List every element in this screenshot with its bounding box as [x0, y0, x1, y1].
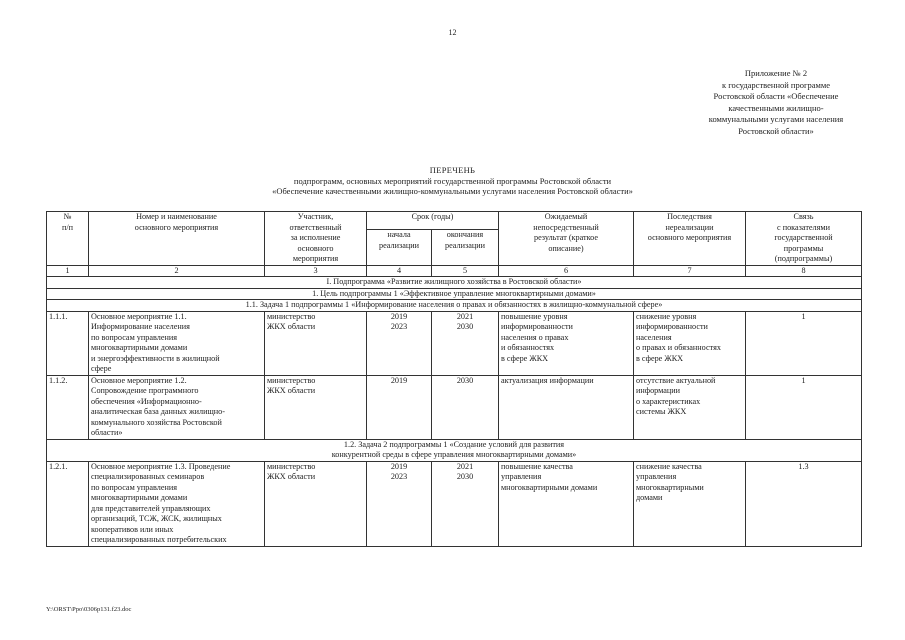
cell-line: Срок (годы) — [411, 212, 454, 221]
row-num — [47, 461, 89, 546]
header-result — [499, 212, 634, 266]
row-link — [746, 311, 862, 375]
cell-line: начала — [387, 230, 411, 240]
row-name — [89, 375, 265, 439]
cell-line: 1 — [801, 311, 806, 321]
cell-line: многоквартирными домами — [501, 482, 598, 492]
programs-table — [46, 211, 862, 547]
row-result — [499, 461, 634, 546]
cell-line: специализированных потребительских — [91, 535, 227, 544]
cell-line: министерство — [267, 461, 316, 471]
cell-line: Основное мероприятие 1.1. — [91, 311, 187, 321]
table-row — [47, 375, 862, 439]
cell-line: мероприятия — [292, 254, 339, 263]
cell-line: в сфере ЖКХ — [636, 353, 684, 363]
cell-line: Последствия — [667, 212, 712, 221]
cell-line: управления — [501, 472, 542, 481]
cell-line: обеспечения «Информационно- — [91, 396, 202, 406]
row-link — [746, 375, 862, 439]
row-start — [367, 311, 432, 375]
cell-line: о характеристиках — [636, 396, 701, 406]
cell-line: Основное мероприятие 1.3. Проведение — [91, 461, 231, 471]
table-row — [47, 311, 862, 375]
cell-line: управления — [636, 472, 677, 481]
header-row — [47, 212, 862, 230]
row-start — [367, 461, 432, 546]
row-result — [499, 311, 634, 375]
cell-line: ЖКХ области — [267, 386, 316, 395]
row-end — [432, 461, 499, 546]
cell-line: Связь — [793, 212, 814, 221]
cell-line: Сопровождение программного — [91, 386, 199, 395]
cell-line: в сфере ЖКХ — [501, 353, 549, 363]
cell-line: программы — [783, 243, 824, 253]
cell-line: Участник, — [297, 212, 334, 221]
cell-line: 1.2. Задача 2 подпрограммы 1 «Создание условий для развития — [343, 439, 565, 449]
cell-line: министерство — [267, 311, 316, 321]
cell-line: населения — [636, 332, 672, 342]
row-name — [89, 311, 265, 375]
column-number: 8 — [746, 265, 862, 277]
cell-line: домами — [636, 493, 663, 502]
cell-line: 1 — [801, 375, 806, 385]
cell-line: 2019 — [390, 461, 408, 471]
cell-line: Информирование населения — [91, 322, 190, 331]
cell-line: основного — [297, 243, 334, 253]
cell-line: многоквартирными домами — [91, 493, 188, 502]
cell-line: и обязанностях — [501, 343, 555, 352]
column-number: 3 — [265, 265, 367, 277]
cell-line: ответственный — [289, 222, 342, 232]
cell-line: кооперативов или иных — [91, 524, 174, 534]
title-main: ПЕРЕЧЕНЬ — [429, 165, 476, 175]
row-consequences — [634, 375, 746, 439]
column-number: 6 — [499, 265, 634, 277]
title-line2: «Обеспечение качественными жилищно-коммунальными услугами населения Ростовской области» — [272, 186, 633, 196]
cell-line: по вопросам управления — [91, 332, 178, 342]
appendix-line: коммунальными услугами населения — [708, 114, 844, 124]
cell-line: многоквартирными домами — [91, 343, 188, 352]
cell-line: окончания — [446, 230, 484, 240]
cell-line: (подпрограммы) — [774, 254, 833, 263]
cell-line: непосредственный — [533, 222, 599, 232]
row-participant — [265, 311, 367, 375]
appendix-line: Ростовской области «Обеспечение — [713, 91, 839, 101]
cell-line: № — [63, 212, 72, 221]
row-link — [746, 461, 862, 546]
cell-line: информированности — [636, 322, 708, 331]
appendix-line: к государственной программе — [721, 79, 831, 90]
cell-line: Основное мероприятие 1.2. — [91, 375, 187, 385]
cell-line: ЖКХ области — [267, 472, 316, 481]
file-path-footer: Y:\ORST\Ppo\0306p131.f23.doc — [46, 606, 132, 613]
header-link — [746, 212, 862, 266]
cell-line: информации — [636, 386, 681, 395]
document-title — [0, 165, 905, 197]
header-participant — [265, 212, 367, 266]
row-participant — [265, 375, 367, 439]
row-name — [89, 461, 265, 546]
cell-line: реализации — [444, 240, 485, 250]
row-end — [432, 375, 499, 439]
cell-line: 2030 — [456, 472, 474, 481]
cell-line: снижение качества — [636, 461, 702, 471]
cell-line: повышение уровня — [501, 311, 568, 321]
column-number: 2 — [89, 265, 265, 277]
cell-line: Номер и наименование — [136, 212, 217, 221]
cell-line: актуализация информации — [501, 375, 594, 385]
cell-line: информированности — [501, 322, 573, 331]
cell-line: для представителей управляющих — [91, 503, 211, 513]
header-term — [367, 212, 499, 230]
header-name — [89, 212, 265, 266]
cell-line: 2030 — [456, 375, 474, 385]
cell-line: 1.3 — [798, 461, 809, 471]
appendix-line: Ростовской области» — [738, 125, 814, 136]
cell-line: государственной — [774, 233, 833, 242]
cell-line: 2021 — [456, 461, 474, 471]
cell-line: основного мероприятия — [134, 222, 219, 232]
cell-line: ЖКХ области — [267, 322, 316, 331]
cell-line: за исполнение — [290, 233, 341, 242]
column-number: 1 — [47, 265, 89, 277]
cell-line: многоквартирными — [636, 482, 704, 492]
row-end — [432, 311, 499, 375]
cell-line: 1.1.2. — [49, 375, 68, 385]
task-row — [47, 439, 862, 461]
cell-line: населения о правах — [501, 332, 569, 342]
cell-line: 1.1.1. — [49, 311, 68, 321]
cell-line: и энергоэффективности в жилищной — [91, 353, 220, 363]
cell-line: 2019 — [390, 311, 408, 321]
cell-line: аналитическая база данных жилищно- — [91, 407, 225, 416]
cell-line: специализированных семинаров — [91, 472, 205, 481]
row-consequences — [634, 311, 746, 375]
row-consequences — [634, 461, 746, 546]
cell-line: 2019 — [390, 375, 408, 385]
cell-line: результат (краткое — [533, 233, 599, 242]
row-num — [47, 311, 89, 375]
row-participant — [265, 461, 367, 546]
appendix-line: качественными жилищно- — [728, 102, 824, 113]
cell-line: 1.2.1. — [49, 461, 68, 471]
task-title — [47, 439, 862, 461]
cell-line: нереализации — [665, 222, 714, 232]
cell-line: п/п — [61, 222, 74, 232]
page-number: 12 — [448, 28, 457, 37]
cell-line: повышение качества — [501, 461, 573, 471]
appendix-note — [686, 68, 866, 137]
goal-title: 1. Цель подпрограммы 1 «Эффективное управление многоквартирными домами» — [47, 288, 862, 300]
header-consequences — [634, 212, 746, 266]
cell-line: области» — [91, 428, 123, 437]
cell-line: системы ЖКХ — [636, 407, 687, 416]
cell-line: 2021 — [456, 311, 474, 321]
appendix-line: Приложение № 2 — [744, 68, 808, 78]
cell-line: сфере — [91, 364, 112, 373]
row-result — [499, 375, 634, 439]
column-number: 7 — [634, 265, 746, 277]
cell-line: с показателями — [777, 222, 830, 232]
row-start — [367, 375, 432, 439]
cell-line: коммунального хозяйства Ростовской — [91, 417, 222, 427]
title-line1: подпрограмм, основных мероприятий государственной программы Ростовской области — [293, 175, 612, 186]
cell-line: отсутствие актуальной — [636, 375, 716, 385]
column-number: 4 — [367, 265, 432, 277]
table-row — [47, 461, 862, 546]
cell-line: 2023 — [390, 322, 408, 331]
cell-line: по вопросам управления — [91, 482, 178, 492]
cell-line: Ожидаемый — [544, 212, 588, 221]
cell-line: о правах и обязанностях — [636, 343, 721, 352]
cell-line: 2023 — [390, 472, 408, 481]
cell-line: организаций, ТСЖ, ЖСК, жилищных — [91, 514, 222, 523]
subprogram-title: I. Подпрограмма «Развитие жилищного хозяйства в Ростовской области» — [47, 277, 862, 289]
cell-line: министерство — [267, 375, 316, 385]
cell-line: 2030 — [456, 322, 474, 331]
task-row — [47, 300, 862, 312]
cell-line: реализации — [378, 240, 419, 250]
cell-line: описание) — [548, 243, 584, 253]
section-row — [47, 277, 862, 289]
goal-row — [47, 288, 862, 300]
column-number: 5 — [432, 265, 499, 277]
cell-line: основного мероприятия — [647, 233, 732, 242]
row-num — [47, 375, 89, 439]
header-end — [432, 230, 499, 265]
column-numbers-row — [47, 265, 862, 277]
header-start — [367, 230, 432, 265]
cell-line: конкурентной среды в сфере управления многоквартирными домами» — [331, 450, 577, 459]
cell-line: снижение уровня — [636, 311, 697, 321]
task-title: 1.1. Задача 1 подпрограммы 1 «Информирование населения о правах и обязанностях в жилищно-коммунальной сфере» — [47, 300, 862, 312]
header-num — [47, 212, 89, 266]
